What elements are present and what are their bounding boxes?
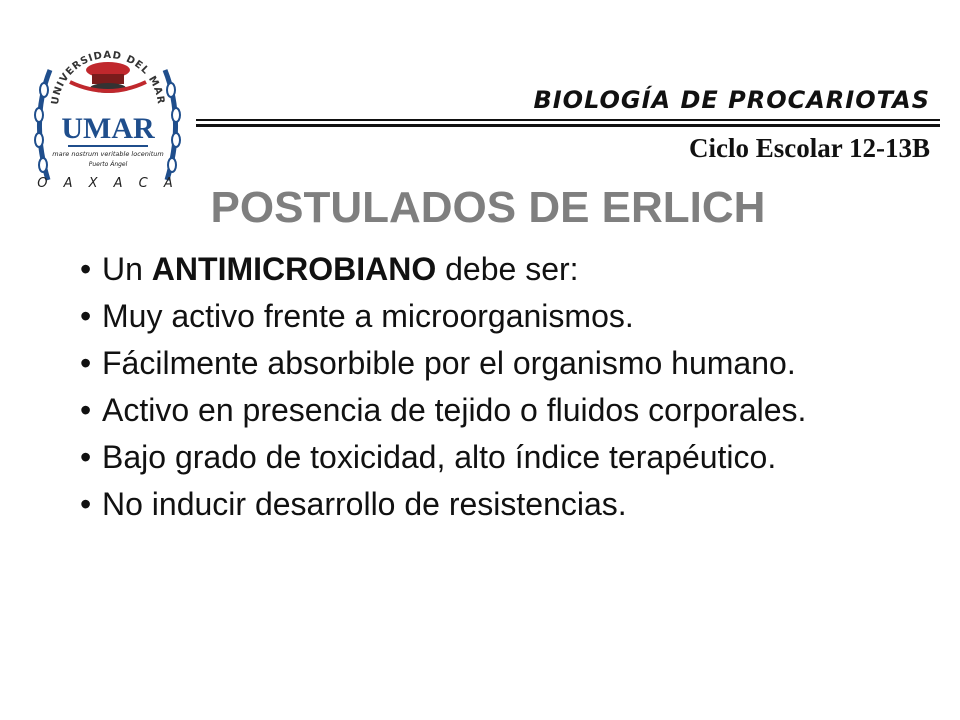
logo-motto: mare nostrum veritable locenitum [52,150,164,158]
bullet-item: • No inducir desarrollo de resistencias. [80,485,880,523]
course-title: BIOLOGÍA DE PROCARIOTAS [533,86,930,114]
bullet-item: • Muy activo frente a microorganismos. [80,297,880,335]
bullet-item: • Activo en presencia de tejido o fluidos corporales. [80,391,880,429]
header-divider-thick [196,124,940,127]
school-cycle: Ciclo Escolar 12-13B [689,133,930,163]
bullet-item: • Fácilmente absorbible por el organismo humano. [80,344,880,382]
header-divider-thin [196,119,940,121]
bullet-item: • Un ANTIMICROBIANO debe ser: [80,250,880,288]
logo-monogram: UMAR [61,112,155,145]
bullet-item: • Bajo grado de toxicidad, alto índice terapéutico. [80,438,880,476]
bullet-list [80,250,880,532]
logo-arc-text: UNIVERSIDAD DEL MAR [49,49,167,106]
slide-title: POSTULADOS DE ERLICH [210,183,766,232]
bold-term: ANTIMICROBIANO [151,251,437,287]
logo-state: O A X A C A [37,176,179,191]
logo-locality: Puerto Ángel [88,161,128,168]
university-logo [20,30,195,195]
